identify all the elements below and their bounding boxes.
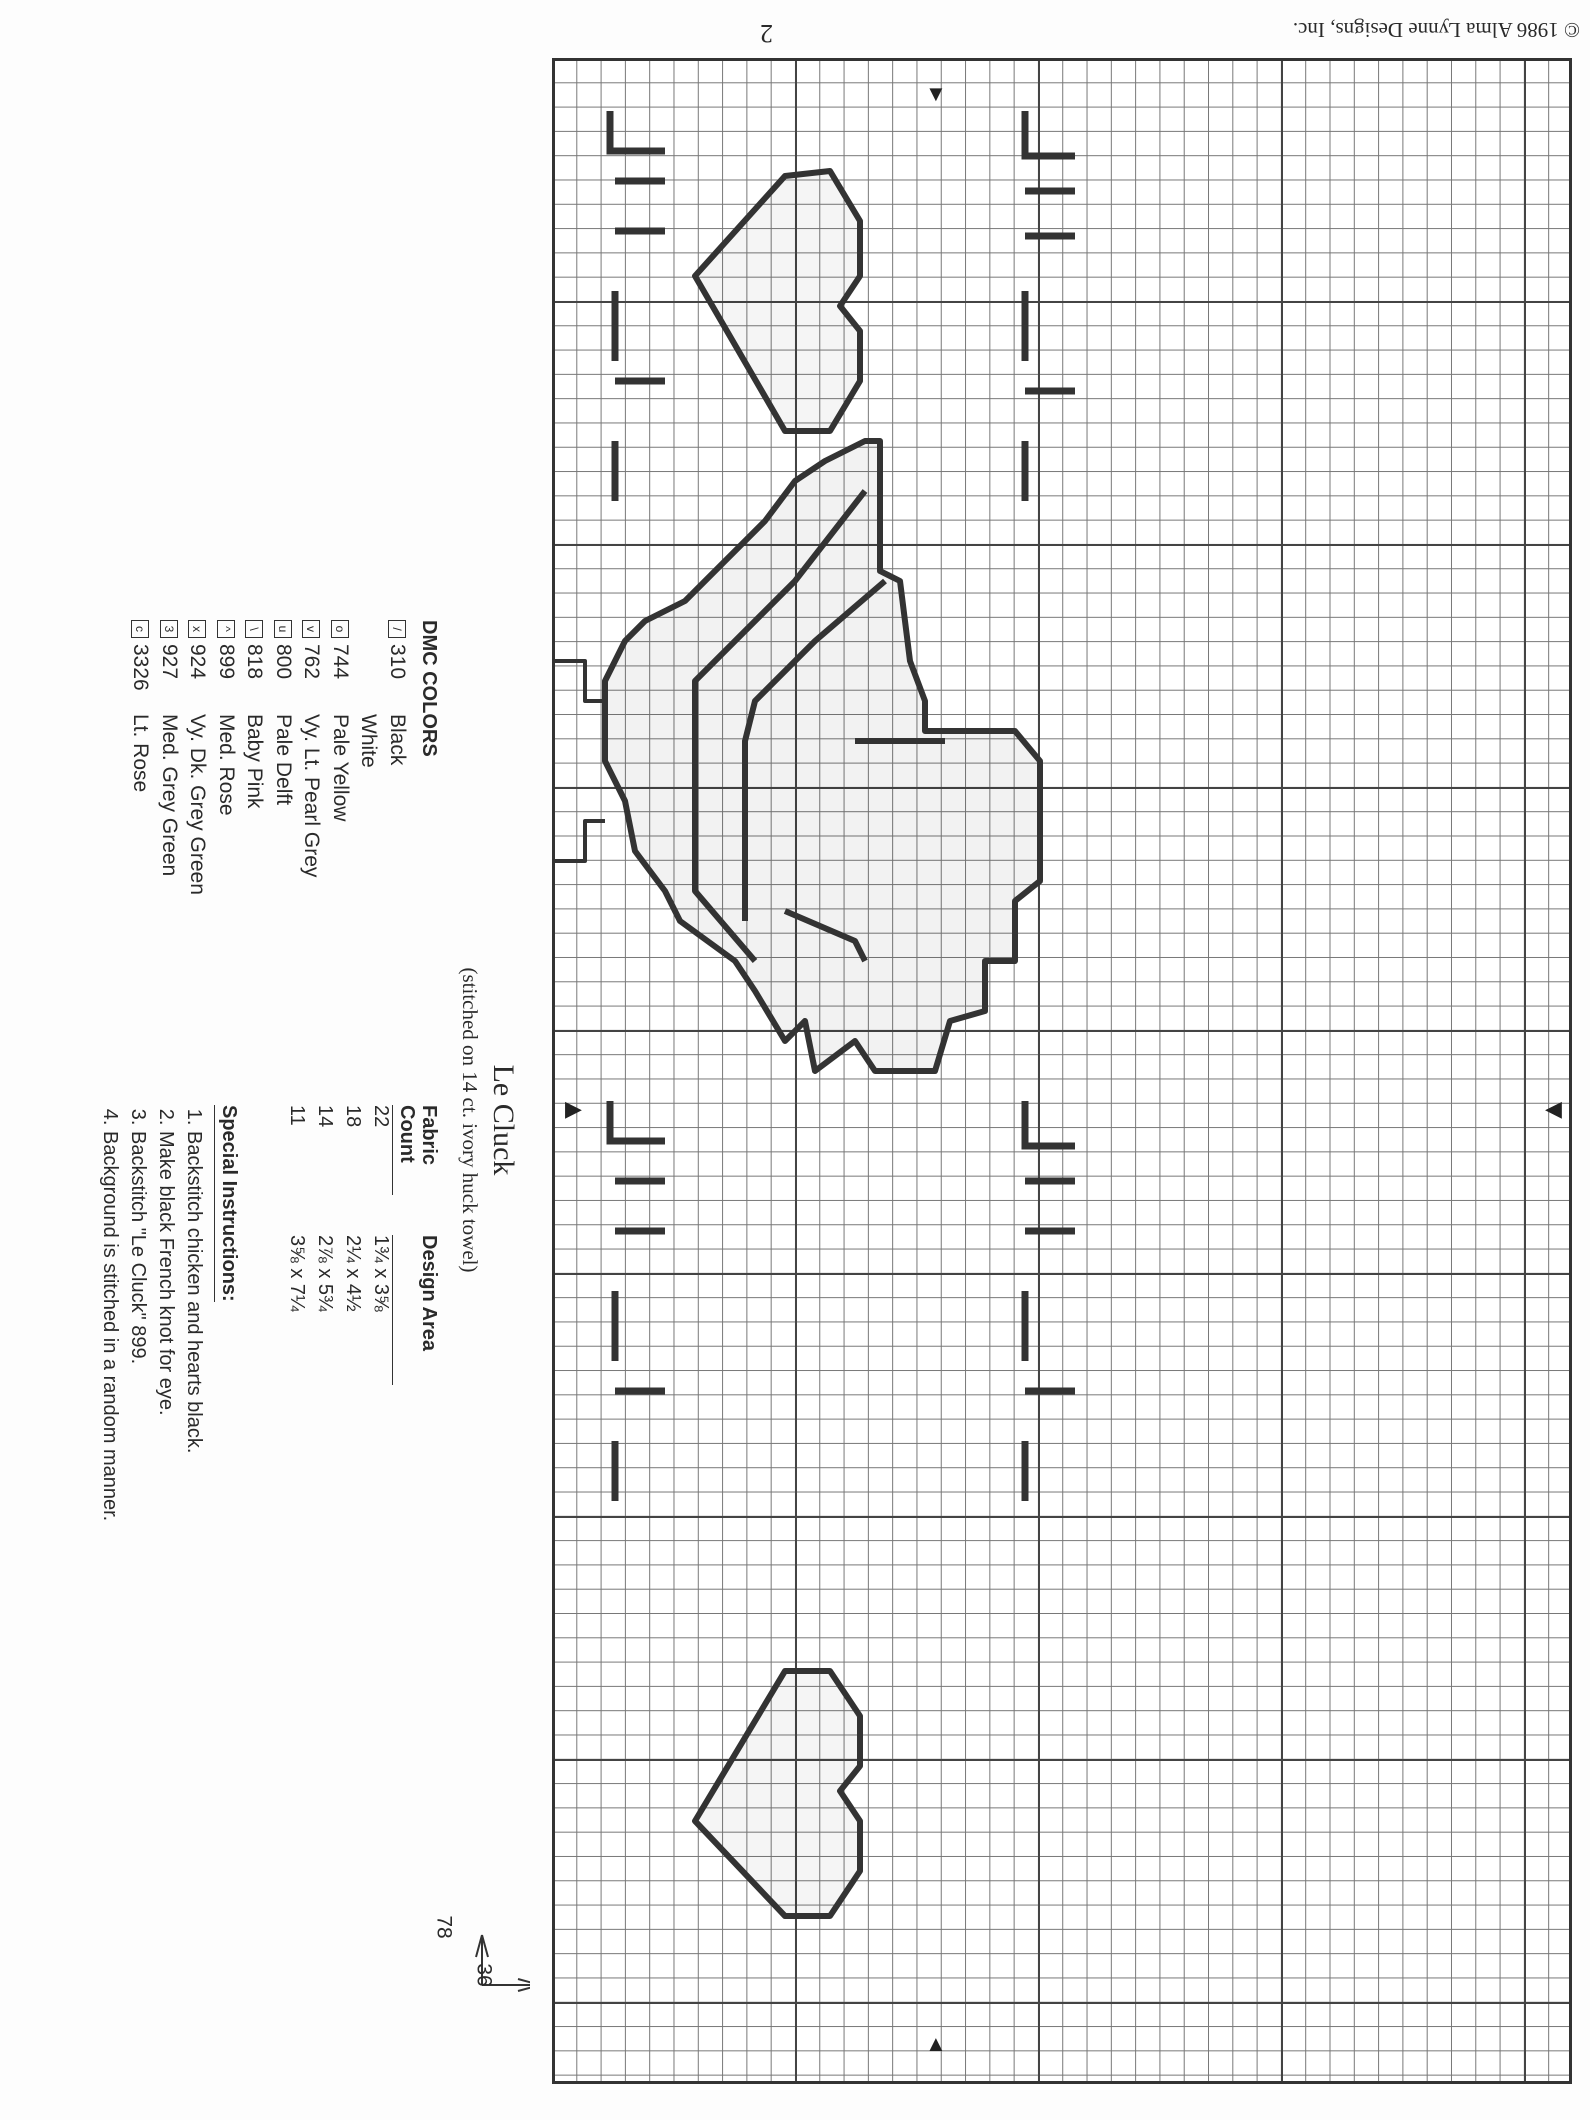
legend-area (20, 600, 560, 1600)
heart-bottom (695, 1671, 860, 1916)
chicken-feet (555, 661, 605, 861)
legend (0, 620, 520, 1580)
symbol-box: o (331, 620, 349, 638)
special-instructions (96, 1105, 240, 1565)
page-header (760, 8, 1580, 48)
dmc-colors (126, 620, 440, 1090)
chart-artwork (555, 61, 1569, 2081)
heart-top (695, 171, 860, 431)
center-arrow-top: ▼ (925, 81, 947, 106)
center-arrow-bottom: ▲ (925, 2031, 947, 2056)
color-row: o 744 Pale Yellow (326, 620, 355, 1090)
fabric-table (280, 1105, 440, 1405)
center-arrow-left: ▶ (565, 1096, 582, 1121)
symbol-box: v (302, 620, 320, 638)
marker-78: 78 (432, 1915, 456, 1939)
fabric-row: 11 3⅝ x 7¼ (286, 1105, 308, 1312)
dmc-colors-heading: DMC COLORS (418, 620, 440, 757)
symbol-box: u (274, 620, 292, 638)
chicken-body (605, 441, 1040, 1071)
color-row: White (354, 620, 383, 1090)
pattern-title: Le Cluck (487, 1064, 520, 1176)
instruction-item: 4. Background is stitched in a random manner. (96, 1131, 124, 1565)
lettering-top-left (610, 111, 665, 501)
symbol-box: 3 (160, 620, 178, 638)
symbol-box: ^ (217, 620, 235, 638)
page-number: 2 (760, 19, 773, 48)
symbol-box (359, 620, 377, 638)
symbol-box: c (131, 620, 149, 638)
instruction-item: 1. Backstitch chicken and hearts black. (180, 1131, 208, 1565)
color-row: u 800 Pale Delft (269, 620, 298, 1090)
fabric-row: 22 1¾ x 3⅝ (370, 1105, 392, 1312)
lettering-top-right (1025, 111, 1075, 501)
grid-start-marker (410, 1895, 530, 2015)
color-row: c 3326 Lt. Rose (126, 620, 155, 1090)
fabric-row: 14 2⅞ x 5¾ (314, 1105, 336, 1312)
color-row: ^ 899 Med. Rose (212, 620, 241, 1090)
lettering-bottom-right (1025, 1101, 1075, 1501)
symbol-box: \ (245, 620, 263, 638)
color-row: v 762 Vy. Lt. Pearl Grey (297, 620, 326, 1090)
fabric-row: 18 2¼ x 4½ (342, 1105, 364, 1312)
special-instructions-heading: Special Instructions: (214, 1105, 240, 1302)
fabric-table-header: Fabric Count Design Area (392, 1105, 440, 1405)
instruction-item: 3. Backstitch "Le Cluck" 899. (124, 1131, 152, 1565)
center-arrow-right: ◀ (1545, 1096, 1562, 1121)
lettering-bottom-left (610, 1101, 665, 1501)
color-row: 3 927 Med. Grey Green (155, 620, 184, 1090)
copyright-text: © 1986 Alma Lynne Designs, Inc. (1292, 18, 1580, 42)
symbol-box: / (388, 620, 406, 638)
color-row: x 924 Vy. Dk. Grey Green (183, 620, 212, 1090)
corner-arrows-icon (410, 1895, 530, 2015)
instruction-item: 2. Make black French knot for eye. (152, 1131, 180, 1565)
color-row: / 310 Black (383, 620, 412, 1090)
cross-stitch-chart (552, 58, 1572, 2084)
color-row: \ 818 Baby Pink (240, 620, 269, 1090)
pattern-subtitle: (stitched on 14 ct. ivory huck towel) (458, 967, 482, 1273)
marker-36: 36 (472, 1963, 496, 1987)
symbol-box: x (188, 620, 206, 638)
